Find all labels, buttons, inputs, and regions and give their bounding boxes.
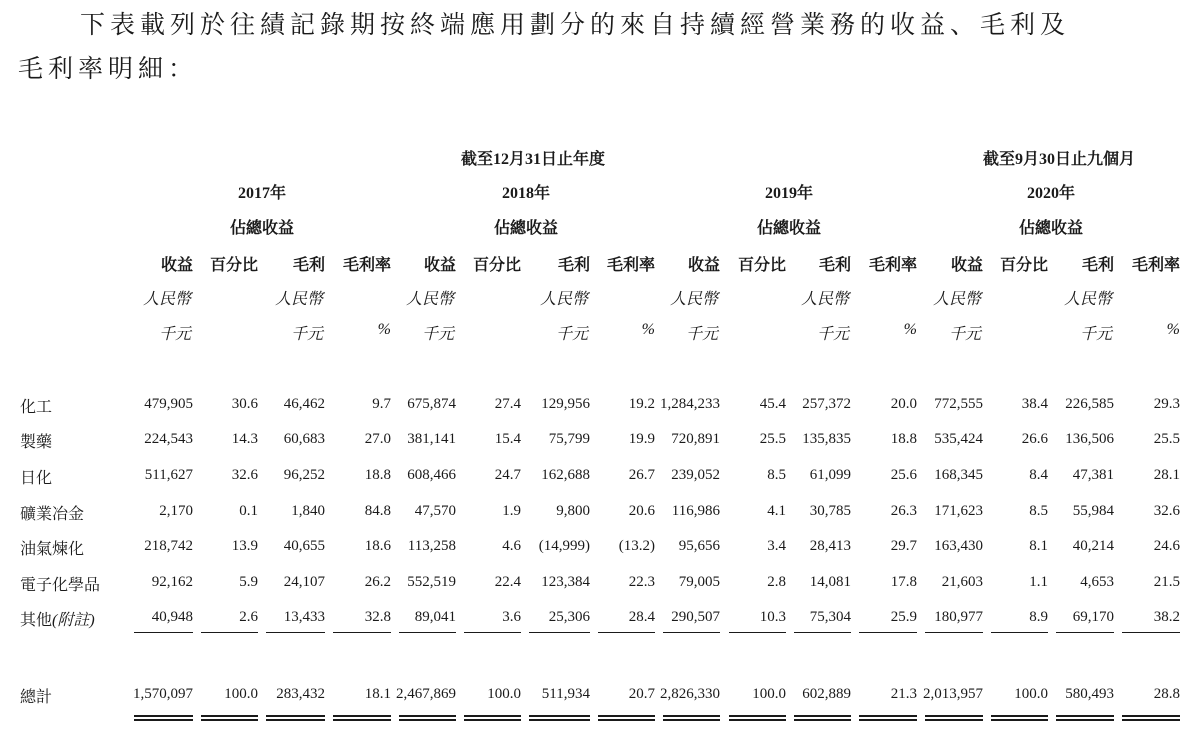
total-cell: 100.0 [224, 686, 258, 702]
subtotal-rule [333, 632, 391, 633]
table-cell: 26.6 [1021, 431, 1048, 447]
table-cell: 129,956 [541, 396, 590, 412]
column-header: 毛利率 [868, 257, 917, 274]
column-header: 收益 [950, 257, 983, 274]
row-label-text: 其他 [20, 612, 53, 629]
table-cell: 163,430 [934, 538, 983, 554]
table-cell: 60,683 [283, 431, 325, 447]
subtotal-rule [663, 632, 720, 633]
column-header: 毛利 [1081, 257, 1114, 274]
table-cell: 29.7 [890, 538, 917, 554]
subtotal-rule [794, 632, 851, 633]
row-label-text: 日化 [20, 470, 53, 487]
row-label [20, 536, 84, 559]
total-double-rule [266, 715, 325, 721]
table-cell: 40,655 [283, 538, 325, 554]
subtotal-rule [925, 632, 983, 633]
header-year: 2017年 [237, 185, 286, 202]
column-header: 百分比 [472, 257, 521, 274]
table-cell: 0.1 [239, 503, 258, 519]
row-label [20, 607, 95, 630]
unit-thousand: 千元 [948, 326, 981, 343]
table-cell: 75,799 [548, 431, 590, 447]
subtotal-rule [729, 632, 786, 633]
unit-percent: % [1166, 321, 1180, 338]
table-cell: 25.9 [890, 609, 917, 625]
unit-rmb: 人民幣 [669, 291, 718, 308]
table-cell: 257,372 [802, 396, 851, 412]
table-cell: 13,433 [283, 609, 325, 625]
unit-thousand: 千元 [1079, 326, 1112, 343]
row-label-note: (附註) [52, 612, 95, 629]
table-cell: 47,570 [414, 503, 456, 519]
table-cell: 92,162 [151, 574, 193, 590]
unit-rmb: 人民幣 [800, 291, 849, 308]
subtotal-rule [529, 632, 590, 633]
table-cell: 14.3 [231, 431, 258, 447]
table-cell: 2.8 [767, 574, 786, 590]
unit-percent: % [641, 321, 655, 338]
row-label-text: 製藥 [20, 434, 53, 451]
row-label [20, 501, 84, 524]
table-cell: 1.9 [502, 503, 521, 519]
unit-thousand: 千元 [816, 326, 849, 343]
row-label [20, 572, 100, 595]
table-cell: 116,986 [671, 503, 720, 519]
unit-rmb: 人民幣 [405, 291, 454, 308]
unit-thousand: 千元 [421, 326, 454, 343]
unit-rmb: 人民幣 [1063, 291, 1112, 308]
total-double-rule [859, 715, 917, 721]
table-cell: 27.0 [364, 431, 391, 447]
unit-percent: % [903, 321, 917, 338]
total-double-rule [598, 715, 655, 721]
unit-thousand: 千元 [158, 326, 191, 343]
total-double-rule [529, 715, 590, 721]
table-cell: 2.6 [239, 609, 258, 625]
table-cell: 95,656 [678, 538, 720, 554]
table-cell: 162,688 [541, 467, 590, 483]
table-cell: 720,891 [671, 431, 720, 447]
table-cell: 20.6 [628, 503, 655, 519]
table-cell: 20.0 [890, 396, 917, 412]
total-double-rule [729, 715, 786, 721]
table-cell: 30,785 [809, 503, 851, 519]
column-header: 毛利率 [342, 257, 391, 274]
header-pct-of-total: 佔總收益 [756, 220, 821, 237]
table-cell: 79,005 [678, 574, 720, 590]
column-header: 毛利率 [606, 257, 655, 274]
table-cell: 47,381 [1072, 467, 1114, 483]
table-cell: 18.6 [364, 538, 391, 554]
total-double-rule [464, 715, 521, 721]
table-cell: 13.9 [231, 538, 258, 554]
total-cell: 2,467,869 [396, 686, 456, 702]
total-cell: 20.7 [628, 686, 655, 702]
table-cell: 40,948 [151, 609, 193, 625]
total-cell: 2,826,330 [660, 686, 720, 702]
total-cell: 580,493 [1065, 686, 1114, 702]
table-cell: 290,507 [671, 609, 720, 625]
table-cell: 511,627 [144, 467, 193, 483]
total-double-rule [201, 715, 258, 721]
row-label [20, 394, 52, 417]
intro-line-1: 下表載列於往績記錄期按終端應用劃分的來自持續經營業務的收益、毛利及 [80, 12, 1071, 39]
table-cell: 2,170 [159, 503, 193, 519]
row-label-text: 化工 [20, 399, 53, 416]
row-label [20, 429, 52, 452]
table-cell: 8.5 [1029, 503, 1048, 519]
table-cell: 136,506 [1065, 431, 1114, 447]
header-pct-of-total: 佔總收益 [229, 220, 294, 237]
table-cell: 113,258 [407, 538, 456, 554]
column-header: 收益 [160, 257, 193, 274]
total-double-rule [399, 715, 456, 721]
row-label [20, 465, 52, 488]
table-cell: 25,306 [548, 609, 590, 625]
subtotal-rule [134, 632, 193, 633]
table-cell: 19.2 [628, 396, 655, 412]
table-cell: 46,462 [283, 396, 325, 412]
table-cell: (14,999) [538, 538, 590, 554]
table-cell: 28.1 [1153, 467, 1180, 483]
total-double-rule [663, 715, 720, 721]
subtotal-rule [598, 632, 655, 633]
header-group-nine-months: 截至9月30日止九個月 [983, 151, 1136, 168]
unit-thousand: 千元 [685, 326, 718, 343]
table-cell: 26.7 [628, 467, 655, 483]
column-header: 收益 [687, 257, 720, 274]
table-cell: 4.1 [767, 503, 786, 519]
table-cell: 32.6 [1153, 503, 1180, 519]
total-cell: 1,570,097 [133, 686, 193, 702]
unit-percent: % [377, 321, 391, 338]
table-cell: 28.4 [628, 609, 655, 625]
table-cell: 84.8 [364, 503, 391, 519]
column-header: 毛利 [292, 257, 325, 274]
table-cell: 224,543 [144, 431, 193, 447]
table-cell: 8.5 [767, 467, 786, 483]
table-cell: 552,519 [407, 574, 456, 590]
table-cell: 24,107 [283, 574, 325, 590]
table-cell: 96,252 [283, 467, 325, 483]
subtotal-rule [859, 632, 917, 633]
table-cell: 4.6 [502, 538, 521, 554]
table-cell: 61,099 [809, 467, 851, 483]
unit-thousand: 千元 [555, 326, 588, 343]
table-cell: 32.6 [231, 467, 258, 483]
table-cell: 180,977 [934, 609, 983, 625]
total-double-rule [1122, 715, 1180, 721]
table-cell: 40,214 [1072, 538, 1114, 554]
column-header: 毛利率 [1131, 257, 1180, 274]
intro-paragraph [18, 4, 1188, 92]
table-cell: 18.8 [364, 467, 391, 483]
table-cell: 27.4 [494, 396, 521, 412]
table-cell: 1.1 [1029, 574, 1048, 590]
table-cell: 3.6 [502, 609, 521, 625]
table-cell: 1,284,233 [660, 396, 720, 412]
table-cell: 1,840 [291, 503, 325, 519]
table-cell: 29.3 [1153, 396, 1180, 412]
unit-rmb: 人民幣 [142, 291, 191, 308]
header-year: 2018年 [501, 185, 550, 202]
table-cell: 608,466 [407, 467, 456, 483]
table-cell: 30.6 [231, 396, 258, 412]
total-double-rule [925, 715, 983, 721]
subtotal-rule [991, 632, 1048, 633]
table-cell: 226,585 [1065, 396, 1114, 412]
table-cell: 14,081 [809, 574, 851, 590]
table-cell: 21.5 [1153, 574, 1180, 590]
subtotal-rule [1122, 632, 1180, 633]
header-year: 2019年 [764, 185, 813, 202]
table-cell: 535,424 [934, 431, 983, 447]
total-double-rule [1056, 715, 1114, 721]
table-cell: 26.2 [364, 574, 391, 590]
header-pct-of-total: 佔總收益 [493, 220, 558, 237]
column-header: 毛利 [818, 257, 851, 274]
unit-rmb: 人民幣 [932, 291, 981, 308]
total-double-rule [333, 715, 391, 721]
column-header: 百分比 [999, 257, 1048, 274]
table-cell: 75,304 [809, 609, 851, 625]
subtotal-rule [1056, 632, 1114, 633]
total-double-rule [134, 715, 193, 721]
table-cell: 38.4 [1021, 396, 1048, 412]
table-cell: 10.3 [759, 609, 786, 625]
table-cell: 9,800 [556, 503, 590, 519]
total-cell: 28.8 [1153, 686, 1180, 702]
total-cell: 283,432 [276, 686, 325, 702]
table-cell: 18.8 [890, 431, 917, 447]
table-cell: 15.4 [494, 431, 521, 447]
table-cell: 3.4 [767, 538, 786, 554]
table-cell: 479,905 [144, 396, 193, 412]
total-double-rule [794, 715, 851, 721]
table-cell: 772,555 [934, 396, 983, 412]
total-cell: 511,934 [541, 686, 590, 702]
table-cell: 8.9 [1029, 609, 1048, 625]
total-cell: 2,013,957 [923, 686, 983, 702]
table-cell: 239,052 [671, 467, 720, 483]
subtotal-rule [464, 632, 521, 633]
table-cell: 25.6 [890, 467, 917, 483]
table-cell: 32.8 [364, 609, 391, 625]
table-cell: 381,141 [407, 431, 456, 447]
total-cell: 18.1 [364, 686, 391, 702]
table-cell: 218,742 [144, 538, 193, 554]
table-cell: 25.5 [1153, 431, 1180, 447]
table-cell: 24.6 [1153, 538, 1180, 554]
table-cell: 135,835 [802, 431, 851, 447]
table-cell: 69,170 [1072, 609, 1114, 625]
table-cell: 89,041 [414, 609, 456, 625]
total-double-rule [991, 715, 1048, 721]
table-cell: 26.3 [890, 503, 917, 519]
column-header: 百分比 [209, 257, 258, 274]
table-cell: 24.7 [494, 467, 521, 483]
subtotal-rule [201, 632, 258, 633]
unit-rmb: 人民幣 [274, 291, 323, 308]
header-group-year-end: 截至12月31日止年度 [461, 151, 606, 168]
table-cell: 9.7 [372, 396, 391, 412]
unit-thousand: 千元 [290, 326, 323, 343]
total-label: 總計 [20, 689, 53, 706]
table-cell: 38.2 [1153, 609, 1180, 625]
subtotal-rule [399, 632, 456, 633]
intro-line-2: 毛利率明細： [18, 56, 199, 83]
total-cell: 100.0 [1014, 686, 1048, 702]
header-pct-of-total: 佔總收益 [1018, 220, 1083, 237]
total-cell: 100.0 [487, 686, 521, 702]
unit-rmb: 人民幣 [539, 291, 588, 308]
table-cell: 4,653 [1080, 574, 1114, 590]
table-cell: 675,874 [407, 396, 456, 412]
total-cell: 100.0 [752, 686, 786, 702]
total-cell: 21.3 [890, 686, 917, 702]
table-cell: 8.1 [1029, 538, 1048, 554]
table-cell: 8.4 [1029, 467, 1048, 483]
table-cell: 5.9 [239, 574, 258, 590]
column-header: 百分比 [737, 257, 786, 274]
table-cell: (13.2) [618, 538, 655, 554]
column-header: 收益 [423, 257, 456, 274]
table-cell: 22.3 [628, 574, 655, 590]
column-header: 毛利 [557, 257, 590, 274]
row-label-text: 礦業冶金 [20, 506, 85, 523]
table-cell: 21,603 [941, 574, 983, 590]
table-cell: 171,623 [934, 503, 983, 519]
table-cell: 25.5 [759, 431, 786, 447]
row-label-text: 電子化學品 [20, 577, 101, 594]
table-cell: 28,413 [809, 538, 851, 554]
table-cell: 17.8 [890, 574, 917, 590]
table-cell: 45.4 [759, 396, 786, 412]
row-label-text: 油氣煉化 [20, 541, 85, 558]
table-cell: 22.4 [494, 574, 521, 590]
total-cell: 602,889 [802, 686, 851, 702]
table-cell: 19.9 [628, 431, 655, 447]
subtotal-rule [266, 632, 325, 633]
table-cell: 55,984 [1072, 503, 1114, 519]
table-cell: 168,345 [934, 467, 983, 483]
table-cell: 123,384 [541, 574, 590, 590]
header-year: 2020年 [1026, 185, 1075, 202]
